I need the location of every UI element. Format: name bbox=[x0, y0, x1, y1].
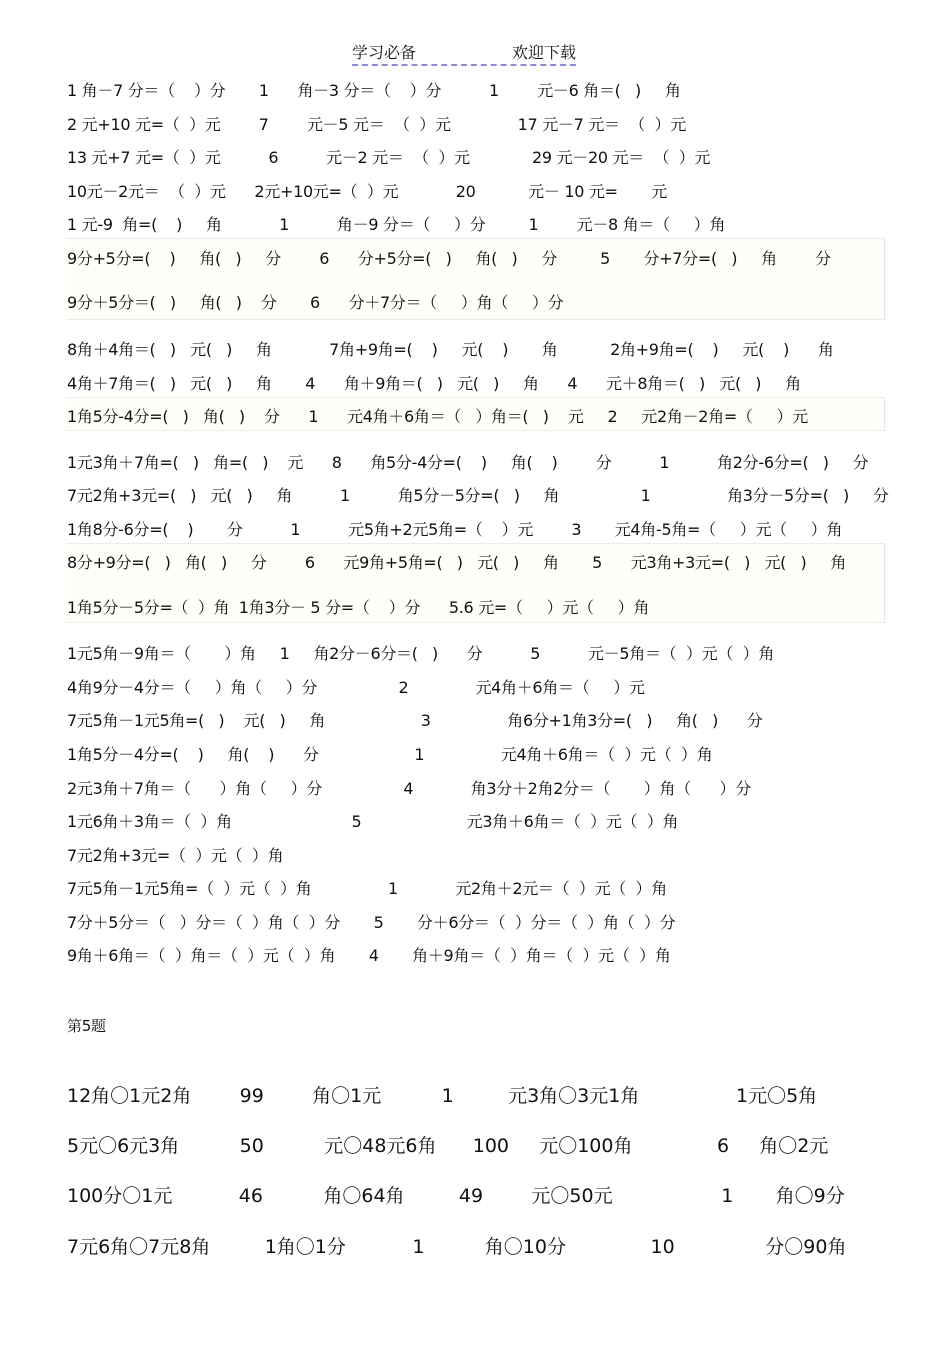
header-right-text: 欢迎下载 bbox=[512, 43, 577, 62]
compare-line: 5元〇6元3角 50 元〇48元6角 100 元〇100角 6 角〇2元 bbox=[67, 1135, 829, 1157]
page-header bbox=[352, 40, 576, 66]
exercise-line: 1元3角＋7角=( ) 角=( ) 元 8 角5分-4分=( ) 角( ) 分 1 角2分-6分=( ) 分 bbox=[67, 453, 869, 472]
exercise-line: 10元－2元＝ （ ）元 2元+10元=（ ）元 20 元－ 10 元= 元 bbox=[67, 182, 667, 201]
exercise-line: 9角＋6角＝（ ）角＝（ ）元（ ）角 4 角＋9角＝（ ）角＝（ ）元（ ）角 bbox=[67, 946, 671, 965]
exercise-line: 1 角－7 分＝（ ）分 1 角－3 分＝（ ）分 1 元－6 角＝( ) 角 bbox=[67, 81, 681, 100]
exercise-line: 7元5角－1元5角=（ ）元（ ）角 1 元2角＋2元＝（ ）元（ ）角 bbox=[67, 879, 667, 898]
exercise-line: 4角＋7角＝( ) 元( ) 角 4 角＋9角＝( ) 元( ) 角 4 元＋8角＝( ) 元( ) 角 bbox=[67, 374, 801, 393]
header-left-text: 学习必备 bbox=[352, 43, 417, 62]
exercise-line: 1角5分－4分=( ) 角( ) 分 1 元4角＋6角＝（ ）元（ ）角 bbox=[67, 745, 713, 764]
compare-line: 100分〇1元 46 角〇64角 49 元〇50元 1 角〇9分 bbox=[67, 1185, 845, 1207]
compare-line: 7元6角〇7元8角 1角〇1分 1 角〇10分 10 分〇90角 bbox=[67, 1236, 847, 1258]
exercise-line: 9分+5分=( ) 角( ) 分 6 分+5分=( ) 角( ) 分 5 分+7分=( ) 角 分 bbox=[67, 249, 831, 268]
exercise-line: 1角5分-4分=( ) 角( ) 分 1 元4角＋6角＝（ ）角＝( ) 元 2 元2角－2角=（ ）元 bbox=[67, 407, 808, 426]
exercise-line: 9分＋5分＝( ) 角( ) 分 6 分＋7分＝（ ）角（ ）分 bbox=[67, 293, 564, 312]
exercise-line: 13 元+7 元=（ ）元 6 元－2 元＝ （ ）元 29 元－20 元＝ （ ）元 bbox=[67, 148, 711, 167]
exercise-line: 7元2角+3元=（ ）元（ ）角 bbox=[67, 846, 284, 865]
section-title: 第5题 bbox=[67, 1017, 106, 1035]
exercise-line: 7元5角－1元5角=( ) 元( ) 角 3 角6分+1角3分=( ) 角( ) 分 bbox=[67, 711, 763, 730]
exercise-line: 1元5角－9角＝（ ）角 1 角2分－6分＝( ) 分 5 元－5角＝（ ）元（ ）角 bbox=[67, 644, 775, 663]
exercise-line: 2 元+10 元=（ ）元 7 元－5 元＝ （ ）元 17 元－7 元＝ （ ）元 bbox=[67, 115, 686, 134]
exercise-line: 1元6角＋3角＝（ ）角 5 元3角＋6角＝（ ）元（ ）角 bbox=[67, 812, 679, 831]
compare-line: 12角〇1元2角 99 角〇1元 1 元3角〇3元1角 1元〇5角 bbox=[67, 1085, 818, 1107]
exercise-line: 8角＋4角＝( ) 元( ) 角 7角+9角=( ) 元( ) 角 2角+9角=( ) 元( ) 角 bbox=[67, 340, 834, 359]
exercise-line: 1角5分－5分=（ ）角 1角3分－ 5 分=（ ）分 5.6 元=（ ）元（ ）角 bbox=[67, 598, 650, 617]
exercise-line: 7元2角+3元=( ) 元( ) 角 1 角5分－5分=( ) 角 1 角3分－5分=( ) 分 bbox=[67, 486, 889, 505]
exercise-line: 4角9分－4分＝（ ）角（ ）分 2 元4角＋6角＝（ ）元 bbox=[67, 678, 645, 697]
exercise-line: 1 元-9 角=( ) 角 1 角－9 分＝（ ）分 1 元－8 角＝（ ）角 bbox=[67, 215, 726, 234]
exercise-line: 1角8分-6分=( ) 分 1 元5角+2元5角=（ ）元 3 元4角-5角=（ ）元（ ）角 bbox=[67, 520, 843, 539]
exercise-line: 7分＋5分＝（ ）分＝（ ）角（ ）分 5 分＋6分＝（ ）分＝（ ）角（ ）分 bbox=[67, 913, 676, 932]
exercise-line: 2元3角＋7角＝（ ）角（ ）分 4 角3分＋2角2分＝（ ）角（ ）分 bbox=[67, 779, 751, 798]
exercise-line: 8分+9分=( ) 角( ) 分 6 元9角+5角=( ) 元( ) 角 5 元3角+3元=( ) 元( ) 角 bbox=[67, 553, 847, 572]
